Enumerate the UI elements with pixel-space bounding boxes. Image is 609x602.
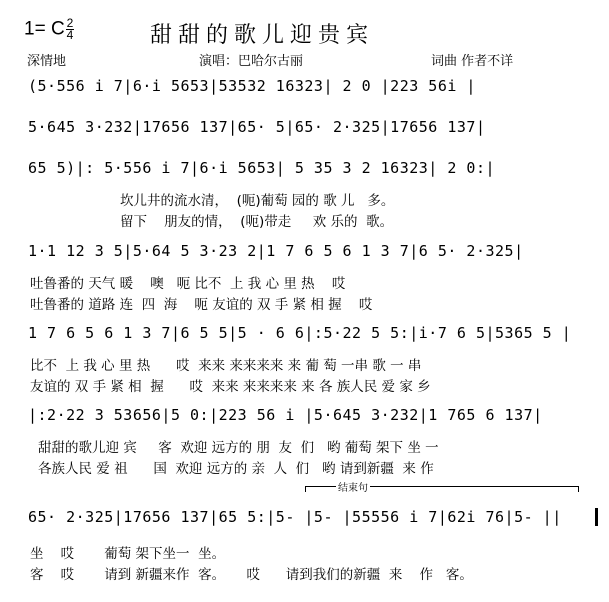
notation-line-2: 5·645 3·232|17656 137|65· 5|65· 2·325|17656 137| [28,118,486,136]
fine-label: 结束句 [336,479,370,494]
singer-credit: 演唱：巴哈尔古丽 [199,54,304,69]
notation-line-7: 65· 2·325|17656 137|65 5:|5- |5- |55556 i 7|62i 76|5- || [28,508,562,526]
tempo-mood: 深情地 [27,54,67,69]
fine-bracket-start [305,486,306,492]
time-signature [66,18,75,41]
lyric-line-3-verse-2: 留下 朋友的情， (呃)带走 欢 乐的 歌。 [120,214,394,230]
composer-credit: 词曲 作者不详 [431,54,514,69]
lyric-line-5-verse-1: 比不 上 我 心 里 热 哎 来来 来来来来 来 葡 萄 一串 歌 一 串 [30,358,422,374]
key-label: 1= C [24,18,65,40]
lyric-line-6-verse-2: 各族人民 爱 祖 国 欢迎 远方的 亲 人 们 哟 请到新疆 来 作 [38,461,434,477]
lyric-line-6-verse-1: 甜甜的歌儿迎 宾 客 欢迎 远方的 朋 友 们 哟 葡萄 架下 坐 一 [38,440,439,456]
notation-line-3: 65 5)|: 5·556 i 7|6·i 5653| 5 35 3 2 16323| 2 0:| [28,159,496,177]
notation-line-4: 1·1 12 3 5|5·64 5 3·23 2|1 7 6 5 6 1 3 7|6 5· 2·325| [28,242,524,260]
notation-line-6: |:2·22 3 53656|5 0:|223 56 i |5·645 3·232|1 765 6 137| [28,406,543,424]
time-denominator: 4 [66,28,74,42]
lyric-line-4-verse-2: 吐鲁番的 道路 连 四 海 呃 友谊的 双 手 紧 相 握 哎 [30,297,373,313]
key-signature [24,18,74,41]
fine-bracket-end [578,486,579,492]
lyric-line-3-verse-1: 坎儿井的流水清， (呃)葡萄 园的 歌 儿 多。 [120,193,395,209]
notation-line-1: (5·556 i 7|6·i 5653|53532 16323| 2 0 |223 56i | [28,77,476,95]
lyric-line-7-verse-1: 坐 哎 葡萄 架下坐一 坐。 [30,546,226,562]
final-barline [595,508,598,526]
lyric-line-5-verse-2: 友谊的 双 手 紧 相 握 哎 来来 来来来来 来 各 族人民 爱 家 乡 [30,379,431,395]
time-numerator: 2 [66,16,74,30]
song-title: 甜甜的歌儿迎贵宾 [150,23,375,48]
lyric-line-4-verse-1: 吐鲁番的 天气 暖 噢 呃 比不 上 我 心 里 热 哎 [30,276,346,292]
lyric-line-7-verse-2: 客 哎 请到 新疆来作 客。 哎 请到我们的新疆 来 作 客。 [30,567,473,583]
notation-line-5: 1 7 6 5 6 1 3 7|6 5 5|5 · 6 6|:5·22 5 5:|i·7 6 5|5365 5 | [28,324,572,342]
